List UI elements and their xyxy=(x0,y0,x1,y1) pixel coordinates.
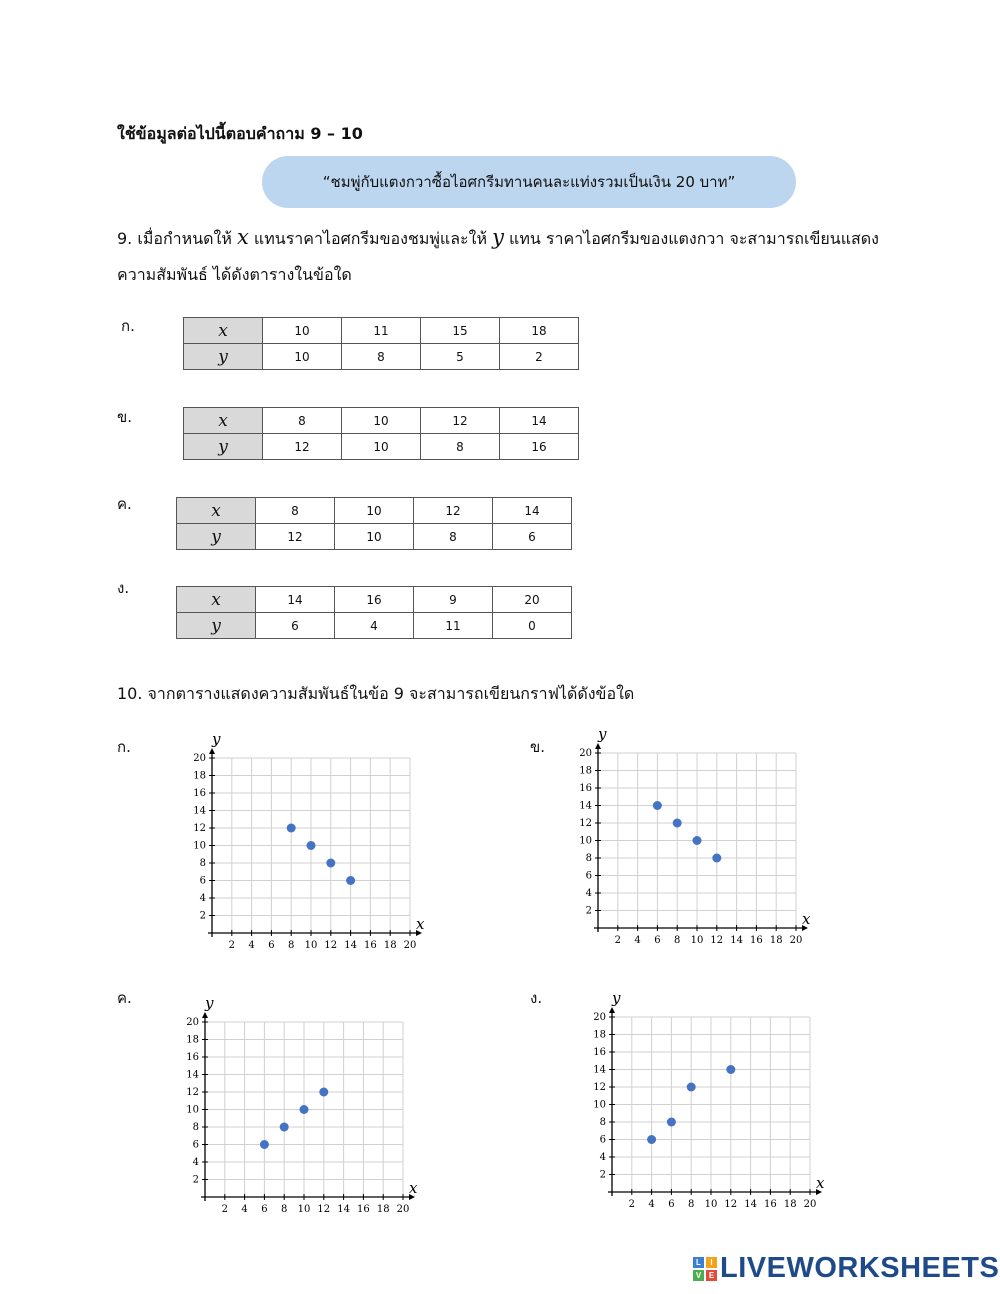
y-axis-arrow-icon xyxy=(209,748,215,754)
x-tick-label: 2 xyxy=(628,1199,635,1210)
table-cell: 5 xyxy=(421,344,500,370)
x-tick-label: 14 xyxy=(337,1204,350,1215)
table-header-x: x xyxy=(184,408,263,434)
data-point xyxy=(726,1065,735,1074)
x-tick-label: 10 xyxy=(690,935,704,946)
scenario-banner: “ชมพู่กับแตงกวาซื้อไอศกรีมทานคนละแท่งรวมเป็นเงิน 20 บาท” xyxy=(262,156,796,208)
x-tick-label: 10 xyxy=(704,1199,718,1210)
y-tick-label: 20 xyxy=(593,1012,606,1023)
x-tick-label: 8 xyxy=(688,1199,695,1210)
y-tick-label: 8 xyxy=(585,853,592,864)
x-tick-label: 12 xyxy=(324,940,338,951)
graph-option-b xyxy=(579,725,811,946)
y-tick-label: 6 xyxy=(199,875,206,887)
graph-option-label-b[interactable]: ข. xyxy=(530,738,546,756)
y-tick-label: 16 xyxy=(579,783,592,794)
y-tick-label: 4 xyxy=(585,888,592,899)
x-tick-label: 16 xyxy=(357,1204,370,1215)
x-tick-label: 8 xyxy=(674,935,681,946)
table-cell: 18 xyxy=(500,318,579,344)
y-tick-label: 8 xyxy=(199,858,206,869)
table-header-y: y xyxy=(184,434,263,460)
x-tick-label: 2 xyxy=(228,940,235,951)
x-tick-label: 4 xyxy=(241,1204,248,1215)
q9-text-part2: แทนราคาไอศกรีมของชมพู่และให้ xyxy=(248,229,493,248)
y-axis-arrow-icon xyxy=(609,1007,615,1013)
y-tick-label: 4 xyxy=(599,1152,606,1163)
table-cell: 8 xyxy=(421,434,500,460)
y-axis-label: y xyxy=(598,725,607,743)
table-header-x: x xyxy=(177,587,256,613)
y-tick-label: 14 xyxy=(186,1069,199,1081)
x-tick-label: 12 xyxy=(317,1204,331,1215)
y-tick-label: 14 xyxy=(193,805,206,817)
x-tick-label: 8 xyxy=(281,1204,288,1215)
table-cell: 14 xyxy=(493,498,572,524)
y-axis-label: y xyxy=(612,989,621,1007)
x-tick-label: 10 xyxy=(304,940,318,951)
y-tick-label: 16 xyxy=(593,1047,606,1058)
x-tick-label: 14 xyxy=(744,1199,757,1210)
table-cell: 6 xyxy=(493,524,572,550)
y-tick-label: 8 xyxy=(192,1122,199,1133)
table-option-label-d[interactable]: ง. xyxy=(117,579,130,597)
x-tick-label: 14 xyxy=(344,940,357,951)
x-tick-label: 4 xyxy=(248,940,255,951)
x-tick-label: 6 xyxy=(654,935,661,946)
table-header-x: x xyxy=(184,318,263,344)
table-cell: 12 xyxy=(263,434,342,460)
table-header-y: y xyxy=(177,613,256,639)
x-tick-label: 16 xyxy=(764,1199,777,1210)
y-tick-label: 10 xyxy=(193,840,206,852)
graph-option-label-d[interactable]: ง. xyxy=(530,989,543,1007)
table-header-y: y xyxy=(177,524,256,550)
data-point xyxy=(287,824,296,833)
y-axis-arrow-icon xyxy=(202,1012,208,1018)
table-cell: 10 xyxy=(335,498,414,524)
table-cell: 8 xyxy=(414,524,493,550)
y-tick-label: 6 xyxy=(585,870,592,882)
q9-var-y: y xyxy=(492,225,504,249)
table-option-label-b[interactable]: ข. xyxy=(117,408,133,426)
table-cell: 15 xyxy=(421,318,500,344)
data-point xyxy=(653,801,662,810)
x-tick-label: 2 xyxy=(221,1204,228,1215)
y-tick-label: 2 xyxy=(599,1169,606,1181)
y-tick-label: 14 xyxy=(579,800,592,812)
y-tick-label: 6 xyxy=(599,1134,606,1146)
table-cell: 8 xyxy=(263,408,342,434)
y-tick-label: 10 xyxy=(593,1099,606,1111)
data-point xyxy=(307,841,316,850)
y-tick-label: 12 xyxy=(579,818,592,829)
y-axis-arrow-icon xyxy=(595,743,601,749)
data-point xyxy=(693,836,702,845)
q9-var-x: x xyxy=(236,225,249,249)
data-point xyxy=(647,1135,656,1144)
table-cell: 12 xyxy=(256,524,335,550)
table-cell: 2 xyxy=(500,344,579,370)
x-axis-label: x xyxy=(816,1174,825,1192)
y-tick-label: 12 xyxy=(593,1082,606,1093)
data-point xyxy=(673,819,682,828)
x-axis-label: x xyxy=(416,915,425,933)
graph-option-label-c[interactable]: ค. xyxy=(117,989,132,1007)
y-tick-label: 2 xyxy=(192,1174,199,1186)
logo-text: LIVEWORKSHEETS xyxy=(720,1252,1000,1284)
graph-option-label-a[interactable]: ก. xyxy=(117,738,131,756)
y-tick-label: 10 xyxy=(579,835,592,847)
x-tick-label: 14 xyxy=(730,935,743,946)
instruction-heading: ใช้ข้อมูลต่อไปนี้ตอบคำถาม 9 – 10 xyxy=(117,124,363,143)
table-cell: 8 xyxy=(256,498,335,524)
x-tick-label: 6 xyxy=(268,940,275,951)
graph-option-a xyxy=(193,730,425,951)
x-tick-label: 16 xyxy=(364,940,377,951)
table-cell: 10 xyxy=(342,408,421,434)
data-point xyxy=(300,1105,309,1114)
y-axis-label: y xyxy=(205,994,214,1012)
y-tick-label: 4 xyxy=(192,1157,199,1168)
data-point xyxy=(712,854,721,863)
table-cell: 14 xyxy=(256,587,335,613)
x-tick-label: 6 xyxy=(261,1204,268,1215)
table-cell: 10 xyxy=(263,318,342,344)
graph-option-c xyxy=(186,994,418,1215)
data-point xyxy=(346,876,355,885)
table-cell: 0 xyxy=(493,613,572,639)
y-tick-label: 4 xyxy=(199,893,206,904)
data-point xyxy=(667,1118,676,1127)
y-tick-label: 18 xyxy=(186,1034,199,1046)
table-cell: 12 xyxy=(421,408,500,434)
y-tick-label: 20 xyxy=(193,753,206,764)
data-point xyxy=(687,1083,696,1092)
table-option-label-c[interactable]: ค. xyxy=(117,495,132,513)
x-tick-label: 10 xyxy=(297,1204,311,1215)
q9-text-part1: 9. เมื่อกำหนดให้ xyxy=(117,229,237,248)
y-tick-label: 10 xyxy=(186,1104,199,1116)
liveworksheets-logo[interactable] xyxy=(693,1252,999,1285)
x-tick-label: 8 xyxy=(288,940,295,951)
x-tick-label: 20 xyxy=(396,1204,410,1215)
table-cell: 20 xyxy=(493,587,572,613)
table-cell: 11 xyxy=(342,318,421,344)
x-tick-label: 18 xyxy=(383,940,397,951)
y-tick-label: 16 xyxy=(186,1052,199,1063)
table-option-label-a[interactable]: ก. xyxy=(121,317,135,335)
data-point xyxy=(326,859,335,868)
x-tick-label: 12 xyxy=(710,935,724,946)
y-tick-label: 2 xyxy=(585,905,592,917)
y-tick-label: 2 xyxy=(199,910,206,922)
x-tick-label: 20 xyxy=(789,935,803,946)
y-axis-label: y xyxy=(212,730,221,748)
table-cell: 9 xyxy=(414,587,493,613)
y-tick-label: 20 xyxy=(186,1017,199,1028)
table-header-y: y xyxy=(184,344,263,370)
table-cell: 16 xyxy=(335,587,414,613)
x-tick-label: 4 xyxy=(648,1199,655,1210)
x-tick-label: 20 xyxy=(803,1199,817,1210)
y-tick-label: 8 xyxy=(599,1117,606,1128)
y-tick-label: 18 xyxy=(593,1029,606,1041)
x-tick-label: 4 xyxy=(634,935,641,946)
x-tick-label: 20 xyxy=(403,940,417,951)
x-tick-label: 18 xyxy=(783,1199,797,1210)
graph-option-d xyxy=(593,989,825,1210)
x-tick-label: 18 xyxy=(769,935,783,946)
y-tick-label: 18 xyxy=(579,765,592,777)
y-tick-label: 18 xyxy=(193,770,206,782)
table-cell: 11 xyxy=(414,613,493,639)
y-tick-label: 6 xyxy=(192,1139,199,1151)
logo-mark-icon: L I V E xyxy=(693,1257,717,1281)
table-cell: 14 xyxy=(500,408,579,434)
table-cell: 16 xyxy=(500,434,579,460)
x-axis-label: x xyxy=(802,910,811,928)
data-point xyxy=(280,1123,289,1132)
data-point xyxy=(319,1088,328,1097)
table-cell: 12 xyxy=(414,498,493,524)
table-header-x: x xyxy=(177,498,256,524)
question-10: 10. จากตารางแสดงความสัมพันธ์ในข้อ 9 จะสามารถเขียนกราฟได้ดังข้อใด xyxy=(117,684,635,703)
y-tick-label: 14 xyxy=(593,1064,606,1076)
y-tick-label: 12 xyxy=(186,1087,199,1098)
table-cell: 4 xyxy=(335,613,414,639)
table-cell: 8 xyxy=(342,344,421,370)
x-axis-label: x xyxy=(409,1179,418,1197)
x-tick-label: 6 xyxy=(668,1199,675,1210)
table-cell: 10 xyxy=(335,524,414,550)
table-cell: 6 xyxy=(256,613,335,639)
table-cell: 10 xyxy=(263,344,342,370)
x-tick-label: 16 xyxy=(750,935,763,946)
data-point xyxy=(260,1140,269,1149)
x-tick-label: 18 xyxy=(376,1204,390,1215)
y-tick-label: 12 xyxy=(193,823,206,834)
y-tick-label: 16 xyxy=(193,788,206,799)
x-tick-label: 2 xyxy=(614,935,621,946)
y-tick-label: 20 xyxy=(579,748,592,759)
q9-text-line2: ความสัมพันธ์ ได้ดังตารางในข้อใด xyxy=(117,265,352,284)
q9-text-part3: แทน ราคาไอศกรีมของแตงกวา จะสามารถเขียนแสดง xyxy=(503,229,879,248)
x-tick-label: 12 xyxy=(724,1199,738,1210)
table-cell: 10 xyxy=(342,434,421,460)
